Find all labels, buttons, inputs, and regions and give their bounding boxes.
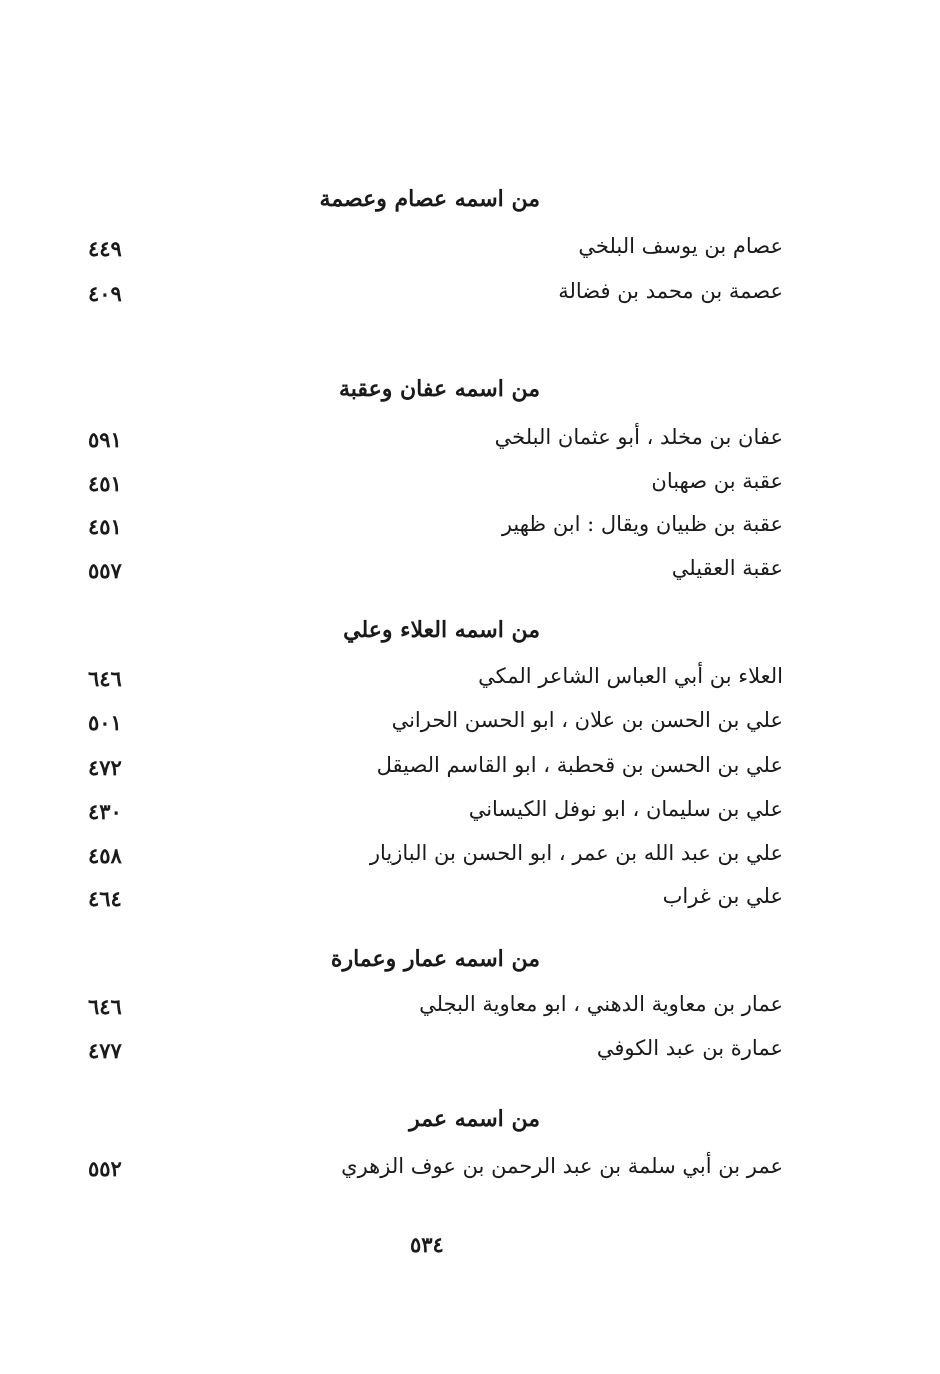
entry-page-number: ٤٧٧ xyxy=(88,1038,122,1063)
section-heading: من اسمه عمار وعمارة xyxy=(330,946,540,972)
entry-page-number: ٥٥٢ xyxy=(88,1156,122,1181)
entry-page-number: ٤٥١ xyxy=(88,514,122,539)
entry-name: عصام بن يوسف البلخي xyxy=(578,234,783,258)
section-heading: من اسمه عمر xyxy=(409,1106,540,1132)
entry-page-number: ٤٥٨ xyxy=(88,843,122,868)
section-heading: من اسمه عصام وعصمة xyxy=(319,186,540,212)
entry-name: علي بن الحسن بن علان ، ابو الحسن الحراني xyxy=(391,708,783,732)
entry-name: العلاء بن أبي العباس الشاعر المكي xyxy=(478,664,783,688)
entry-name: عمار بن معاوية الدهني ، ابو معاوية البجلي xyxy=(419,992,783,1016)
entry-name: عقبة بن صهبان xyxy=(651,469,783,493)
section-heading: من اسمه عفان وعقبة xyxy=(339,376,540,402)
section-heading: من اسمه العلاء وعلي xyxy=(343,617,540,643)
entry-name: علي بن عبد الله بن عمر ، ابو الحسن بن البازيار xyxy=(369,841,783,865)
entry-page-number: ٤٧٢ xyxy=(88,755,122,780)
entry-name: علي بن الحسن بن قحطبة ، ابو القاسم الصيقل xyxy=(376,753,783,777)
entry-name: علي بن سليمان ، ابو نوفل الكيساني xyxy=(468,797,783,821)
entry-page-number: ٤٣٠ xyxy=(88,799,122,824)
entry-page-number: ٦٤٦ xyxy=(88,666,122,691)
entry-name: عصمة بن محمد بن فضالة xyxy=(558,279,783,303)
entry-name: عقبة العقيلي xyxy=(671,556,783,580)
entry-name: عمارة بن عبد الكوفي xyxy=(596,1036,783,1060)
entry-page-number: ٤٤٩ xyxy=(88,236,122,261)
entry-name: عقبة بن ظبيان ويقال : ابن ظهير xyxy=(501,512,783,536)
entry-page-number: ٥٠١ xyxy=(88,710,122,735)
entry-page-number: ٦٤٦ xyxy=(88,994,122,1019)
entry-page-number: ٤٦٤ xyxy=(88,886,122,911)
entry-page-number: ٤٥١ xyxy=(88,471,122,496)
entry-name: علي بن غراب xyxy=(662,884,783,908)
entry-page-number: ٥٥٧ xyxy=(88,558,122,583)
entry-page-number: ٥٩١ xyxy=(88,427,122,452)
entry-name: عفان بن مخلد ، أبو عثمان البلخي xyxy=(494,425,783,449)
entry-name: عمر بن أبي سلمة بن عبد الرحمن بن عوف الزهري xyxy=(341,1154,783,1178)
entry-page-number: ٤٠٩ xyxy=(88,281,122,306)
page-number: ٥٣٤ xyxy=(410,1232,444,1257)
